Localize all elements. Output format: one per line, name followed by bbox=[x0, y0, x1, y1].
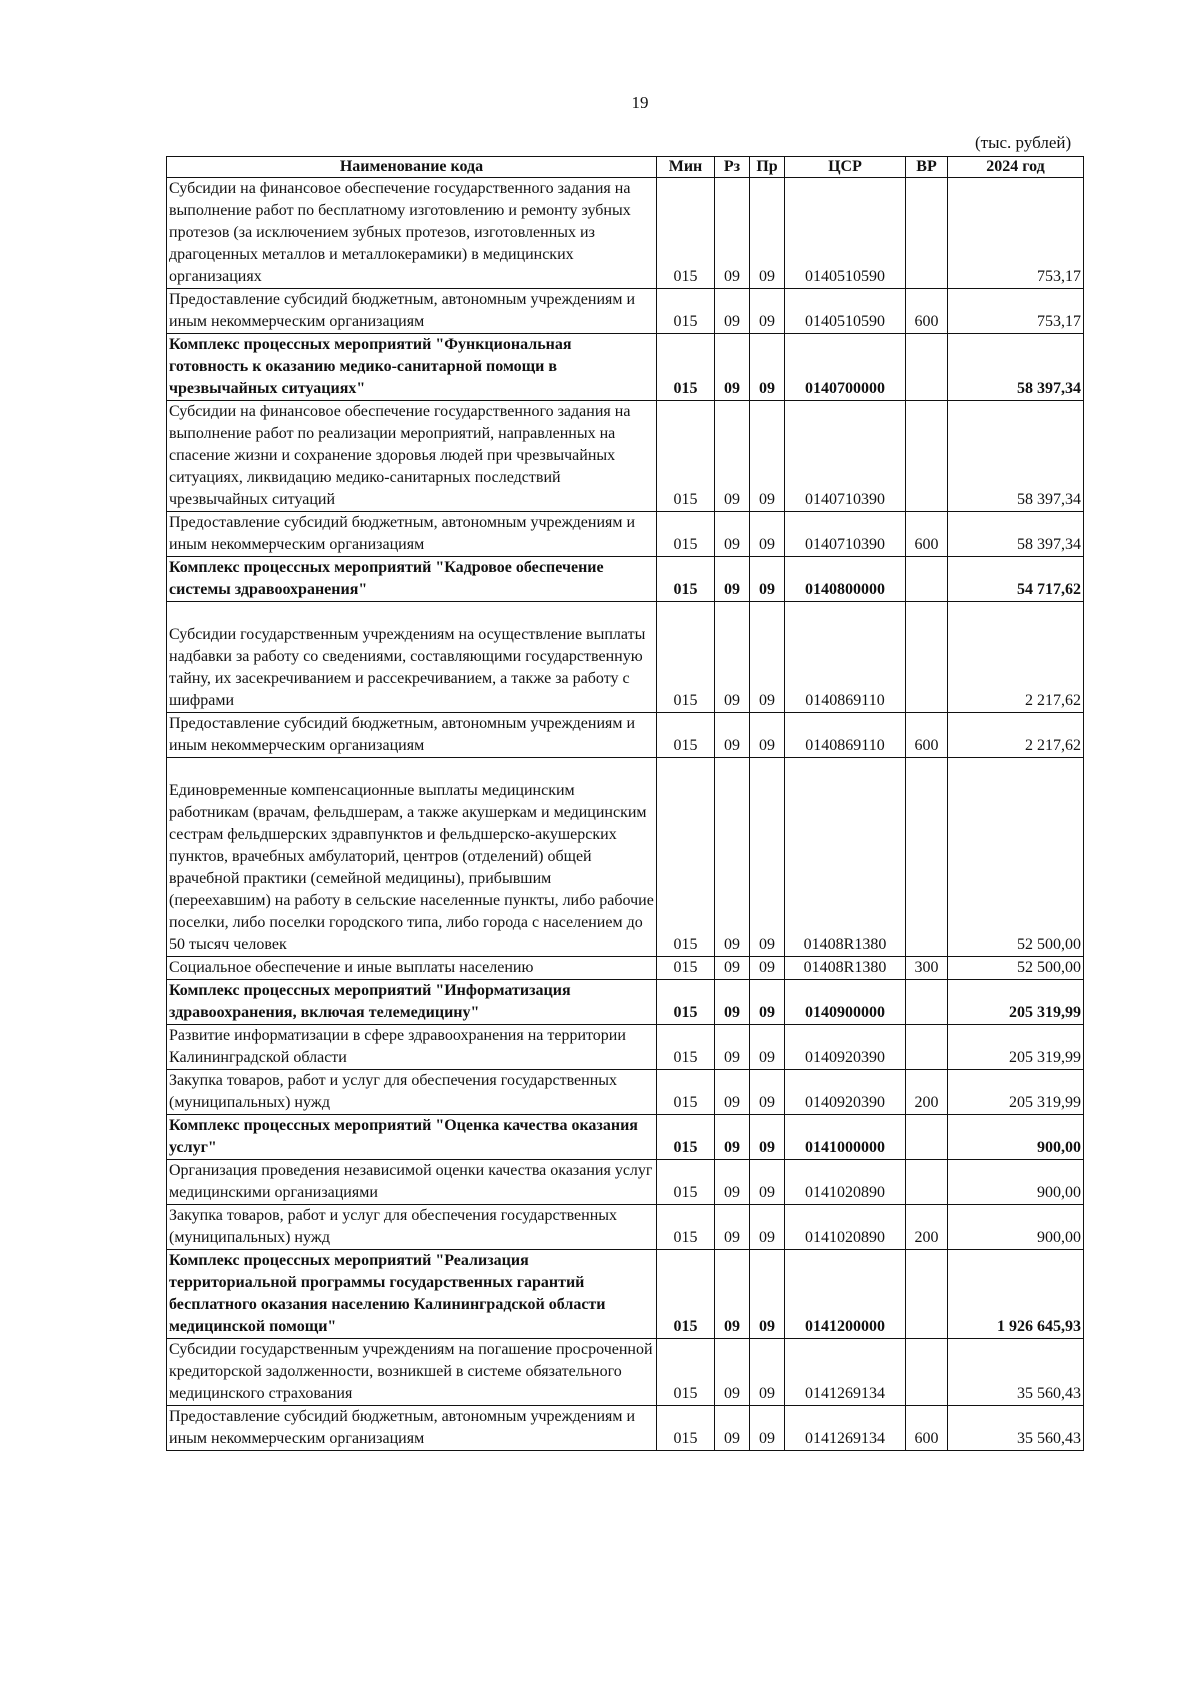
cell-min: 015 bbox=[657, 401, 715, 512]
cell-pr: 09 bbox=[750, 512, 785, 557]
header-csr: ЦСР bbox=[785, 157, 906, 178]
cell-pr: 09 bbox=[750, 334, 785, 401]
table-row bbox=[167, 178, 1084, 289]
cell-rz: 09 bbox=[715, 334, 750, 401]
table-row bbox=[167, 334, 1084, 401]
cell-name: Субсидии на финансовое обеспечение государственного задания на выполнение работ по реализации мероприятий, направленных на спасение жизни и сохранение здоровья людей при чрезвычайных ситуациях, ликвидацию медико-санитарных последствий чрезвычайных ситуаций bbox=[167, 401, 657, 512]
cell-min: 015 bbox=[657, 1205, 715, 1250]
cell-amount: 900,00 bbox=[948, 1160, 1084, 1205]
cell-amount: 753,17 bbox=[948, 289, 1084, 334]
cell-rz: 09 bbox=[715, 957, 750, 980]
cell-pr: 09 bbox=[750, 1115, 785, 1160]
cell-name: Субсидии на финансовое обеспечение государственного задания на выполнение работ по бесплатному изготовлению и ремонту зубных протезов (за исключением зубных протезов, изготовленных из драгоценных металлов и металлокерамики) в медицинских организациях bbox=[167, 178, 657, 289]
cell-amount: 900,00 bbox=[948, 1115, 1084, 1160]
cell-csr: 01408R1380 bbox=[785, 957, 906, 980]
cell-pr: 09 bbox=[750, 980, 785, 1025]
cell-csr: 0141269134 bbox=[785, 1406, 906, 1451]
cell-rz: 09 bbox=[715, 1160, 750, 1205]
table-body bbox=[167, 178, 1084, 1451]
cell-vr bbox=[906, 1025, 948, 1070]
cell-min: 015 bbox=[657, 1250, 715, 1339]
cell-vr: 600 bbox=[906, 713, 948, 758]
cell-vr bbox=[906, 401, 948, 512]
cell-vr bbox=[906, 1250, 948, 1339]
cell-pr: 09 bbox=[750, 1250, 785, 1339]
cell-min: 015 bbox=[657, 1339, 715, 1406]
cell-rz: 09 bbox=[715, 1339, 750, 1406]
cell-csr: 0140920390 bbox=[785, 1025, 906, 1070]
cell-amount: 205 319,99 bbox=[948, 1025, 1084, 1070]
cell-min: 015 bbox=[657, 1070, 715, 1115]
header-year: 2024 год bbox=[948, 157, 1084, 178]
cell-min: 015 bbox=[657, 178, 715, 289]
table-row bbox=[167, 758, 1084, 957]
cell-csr: 0141020890 bbox=[785, 1205, 906, 1250]
cell-rz: 09 bbox=[715, 178, 750, 289]
cell-csr: 0141020890 bbox=[785, 1160, 906, 1205]
cell-min: 015 bbox=[657, 557, 715, 602]
cell-rz: 09 bbox=[715, 980, 750, 1025]
cell-rz: 09 bbox=[715, 557, 750, 602]
table-row bbox=[167, 512, 1084, 557]
cell-name: Субсидии государственным учреждениям на осуществление выплаты надбавки за работу со сведениями, составляющими государственную тайну, их засекречиванием и рассекречиванием, а также за работу с шифрами bbox=[167, 602, 657, 713]
table-row bbox=[167, 1339, 1084, 1406]
cell-name: Комплекс процессных мероприятий "Кадровое обеспечение системы здравоохранения" bbox=[167, 557, 657, 602]
cell-amount: 54 717,62 bbox=[948, 557, 1084, 602]
table-row bbox=[167, 1250, 1084, 1339]
table-row bbox=[167, 1406, 1084, 1451]
cell-min: 015 bbox=[657, 980, 715, 1025]
table-row bbox=[167, 602, 1084, 713]
cell-min: 015 bbox=[657, 1115, 715, 1160]
cell-min: 015 bbox=[657, 1025, 715, 1070]
cell-pr: 09 bbox=[750, 289, 785, 334]
cell-name: Комплекс процессных мероприятий "Информатизация здравоохранения, включая телемедицину" bbox=[167, 980, 657, 1025]
cell-vr: 200 bbox=[906, 1070, 948, 1115]
cell-amount: 35 560,43 bbox=[948, 1406, 1084, 1451]
budget-table bbox=[166, 156, 1084, 1451]
cell-min: 015 bbox=[657, 758, 715, 957]
table-row bbox=[167, 1025, 1084, 1070]
cell-pr: 09 bbox=[750, 557, 785, 602]
units-label: (тыс. рублей) bbox=[975, 133, 1072, 152]
cell-amount: 2 217,62 bbox=[948, 713, 1084, 758]
cell-csr: 0140700000 bbox=[785, 334, 906, 401]
cell-name: Организация проведения независимой оценки качества оказания услуг медицинскими организациями bbox=[167, 1160, 657, 1205]
cell-name: Предоставление субсидий бюджетным, автономным учреждениям и иным некоммерческим организациям bbox=[167, 512, 657, 557]
cell-rz: 09 bbox=[715, 401, 750, 512]
cell-rz: 09 bbox=[715, 1406, 750, 1451]
cell-pr: 09 bbox=[750, 401, 785, 512]
table-row bbox=[167, 713, 1084, 758]
cell-csr: 01408R1380 bbox=[785, 758, 906, 957]
cell-name: Социальное обеспечение и иные выплаты населению bbox=[167, 957, 657, 980]
cell-vr bbox=[906, 758, 948, 957]
table-row bbox=[167, 957, 1084, 980]
cell-vr: 600 bbox=[906, 512, 948, 557]
cell-min: 015 bbox=[657, 1406, 715, 1451]
cell-amount: 205 319,99 bbox=[948, 980, 1084, 1025]
cell-min: 015 bbox=[657, 1160, 715, 1205]
cell-rz: 09 bbox=[715, 1250, 750, 1339]
header-rz: Рз bbox=[715, 157, 750, 178]
table-row bbox=[167, 557, 1084, 602]
table-row bbox=[167, 289, 1084, 334]
cell-amount: 52 500,00 bbox=[948, 758, 1084, 957]
cell-rz: 09 bbox=[715, 1115, 750, 1160]
cell-name: Предоставление субсидий бюджетным, автономным учреждениям и иным некоммерческим организациям bbox=[167, 713, 657, 758]
cell-pr: 09 bbox=[750, 178, 785, 289]
header-name: Наименование кода bbox=[167, 157, 657, 178]
table-row bbox=[167, 1070, 1084, 1115]
cell-amount: 1 926 645,93 bbox=[948, 1250, 1084, 1339]
cell-rz: 09 bbox=[715, 1070, 750, 1115]
cell-csr: 0140920390 bbox=[785, 1070, 906, 1115]
page-number: 19 bbox=[631, 93, 649, 112]
cell-amount: 58 397,34 bbox=[948, 334, 1084, 401]
cell-rz: 09 bbox=[715, 1025, 750, 1070]
cell-min: 015 bbox=[657, 957, 715, 980]
cell-amount: 52 500,00 bbox=[948, 957, 1084, 980]
cell-min: 015 bbox=[657, 334, 715, 401]
cell-csr: 0141000000 bbox=[785, 1115, 906, 1160]
cell-pr: 09 bbox=[750, 1406, 785, 1451]
table-row bbox=[167, 1160, 1084, 1205]
cell-amount: 58 397,34 bbox=[948, 512, 1084, 557]
cell-rz: 09 bbox=[715, 713, 750, 758]
cell-vr: 300 bbox=[906, 957, 948, 980]
cell-vr bbox=[906, 334, 948, 401]
cell-csr: 0140510590 bbox=[785, 178, 906, 289]
cell-csr: 0140800000 bbox=[785, 557, 906, 602]
cell-name: Комплекс процессных мероприятий "Реализация территориальной программы государственных гарантий бесплатного оказания населению Калининградской области медицинской помощи" bbox=[167, 1250, 657, 1339]
cell-vr bbox=[906, 1115, 948, 1160]
cell-csr: 0140900000 bbox=[785, 980, 906, 1025]
cell-name: Закупка товаров, работ и услуг для обеспечения государственных (муниципальных) нужд bbox=[167, 1205, 657, 1250]
cell-name: Комплекс процессных мероприятий "Функциональная готовность к оказанию медико-санитарной помощи в чрезвычайных ситуациях" bbox=[167, 334, 657, 401]
cell-vr bbox=[906, 1339, 948, 1406]
cell-csr: 0140510590 bbox=[785, 289, 906, 334]
cell-amount: 753,17 bbox=[948, 178, 1084, 289]
cell-amount: 900,00 bbox=[948, 1205, 1084, 1250]
cell-name: Закупка товаров, работ и услуг для обеспечения государственных (муниципальных) нужд bbox=[167, 1070, 657, 1115]
table-row bbox=[167, 1205, 1084, 1250]
table-row bbox=[167, 980, 1084, 1025]
cell-pr: 09 bbox=[750, 602, 785, 713]
cell-vr bbox=[906, 178, 948, 289]
cell-vr bbox=[906, 1160, 948, 1205]
cell-name: Единовременные компенсационные выплаты медицинским работникам (врачам, фельдшерам, а также акушеркам и медицинским сестрам фельдшерских здравпунктов и фельдшерско-акушерских пунктов, врачебных амбулаторий, центров (отделений) общей врачебной практики (семейной медицины), прибывшим (переехавшим) на работу в сельские населенные пункты, либо рабочие поселки, либо поселки городского типа, либо города с населением до 50 тысяч человек bbox=[167, 758, 657, 957]
cell-pr: 09 bbox=[750, 957, 785, 980]
cell-name: Комплекс процессных мероприятий "Оценка качества оказания услуг" bbox=[167, 1115, 657, 1160]
cell-pr: 09 bbox=[750, 1339, 785, 1406]
cell-pr: 09 bbox=[750, 1205, 785, 1250]
cell-vr: 600 bbox=[906, 1406, 948, 1451]
cell-name: Развитие информатизации в сфере здравоохранения на территории Калининградской области bbox=[167, 1025, 657, 1070]
table-header-row bbox=[167, 157, 1084, 178]
table-row bbox=[167, 1115, 1084, 1160]
cell-pr: 09 bbox=[750, 713, 785, 758]
cell-csr: 0141269134 bbox=[785, 1339, 906, 1406]
cell-vr bbox=[906, 602, 948, 713]
header-min: Мин bbox=[657, 157, 715, 178]
cell-csr: 0140869110 bbox=[785, 713, 906, 758]
cell-vr: 200 bbox=[906, 1205, 948, 1250]
cell-csr: 0140710390 bbox=[785, 401, 906, 512]
cell-csr: 0140710390 bbox=[785, 512, 906, 557]
cell-rz: 09 bbox=[715, 758, 750, 957]
cell-name: Субсидии государственным учреждениям на погашение просроченной кредиторской задолженности, возникшей в системе обязательного медицинского страхования bbox=[167, 1339, 657, 1406]
cell-pr: 09 bbox=[750, 1160, 785, 1205]
cell-rz: 09 bbox=[715, 289, 750, 334]
cell-csr: 0140869110 bbox=[785, 602, 906, 713]
cell-pr: 09 bbox=[750, 758, 785, 957]
cell-min: 015 bbox=[657, 713, 715, 758]
cell-rz: 09 bbox=[715, 1205, 750, 1250]
cell-min: 015 bbox=[657, 512, 715, 557]
cell-rz: 09 bbox=[715, 512, 750, 557]
cell-vr bbox=[906, 980, 948, 1025]
cell-amount: 2 217,62 bbox=[948, 602, 1084, 713]
header-vr: ВР bbox=[906, 157, 948, 178]
cell-name: Предоставление субсидий бюджетным, автономным учреждениям и иным некоммерческим организациям bbox=[167, 289, 657, 334]
cell-csr: 0141200000 bbox=[785, 1250, 906, 1339]
cell-amount: 58 397,34 bbox=[948, 401, 1084, 512]
table-row bbox=[167, 401, 1084, 512]
cell-min: 015 bbox=[657, 602, 715, 713]
cell-pr: 09 bbox=[750, 1070, 785, 1115]
cell-name: Предоставление субсидий бюджетным, автономным учреждениям и иным некоммерческим организациям bbox=[167, 1406, 657, 1451]
cell-vr: 600 bbox=[906, 289, 948, 334]
cell-pr: 09 bbox=[750, 1025, 785, 1070]
header-pr: Пр bbox=[750, 157, 785, 178]
cell-rz: 09 bbox=[715, 602, 750, 713]
cell-vr bbox=[906, 557, 948, 602]
cell-min: 015 bbox=[657, 289, 715, 334]
cell-amount: 205 319,99 bbox=[948, 1070, 1084, 1115]
cell-amount: 35 560,43 bbox=[948, 1339, 1084, 1406]
